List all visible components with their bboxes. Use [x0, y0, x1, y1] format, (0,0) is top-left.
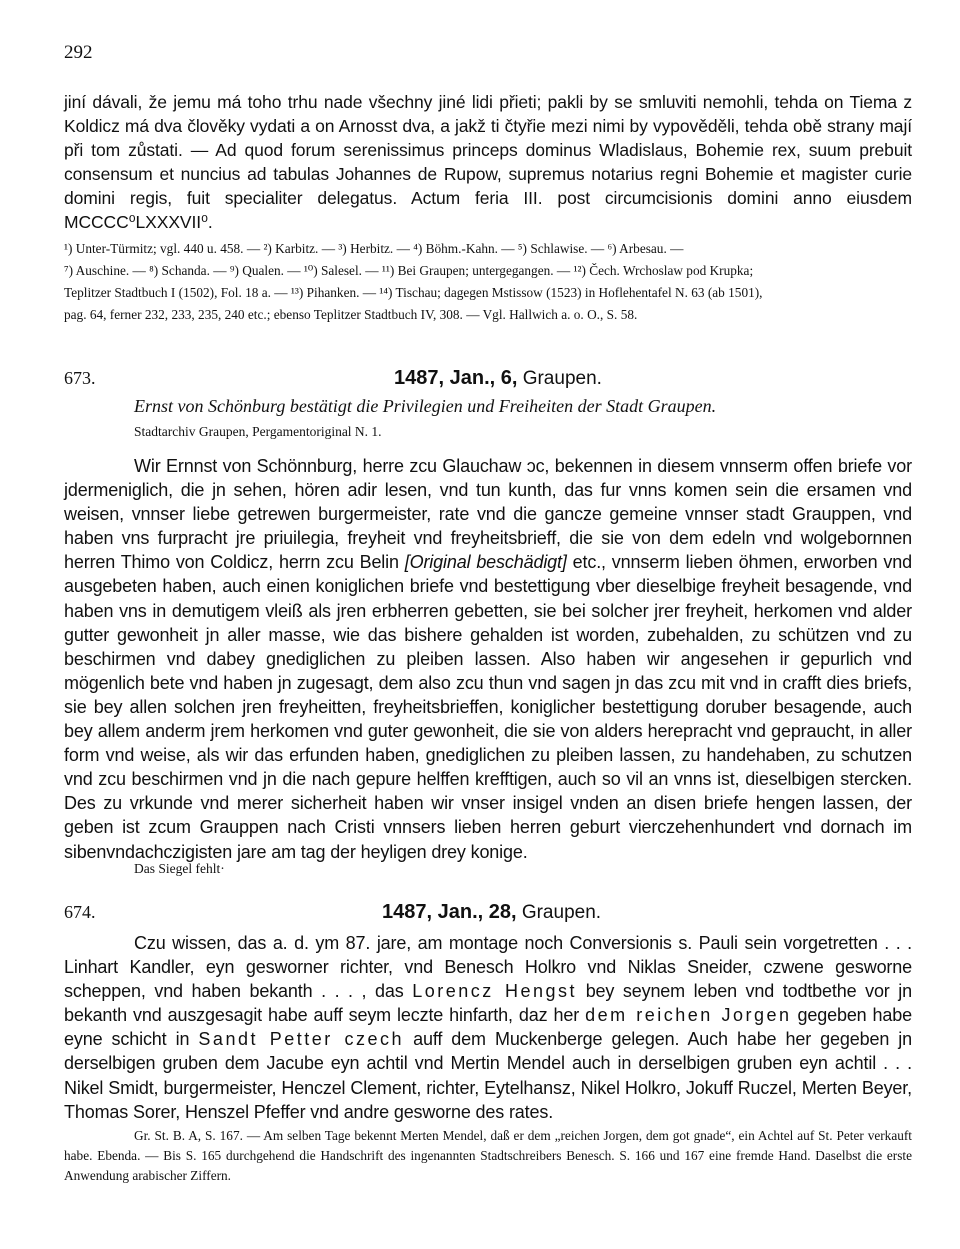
- footnote-line: Teplitzer Stadtbuch I (1502), Fol. 18 a. — ¹³) Pihanken. — ¹⁴) Tischau; dagegen Mstissow (1523) in Hoflehentafel N. 63 (ab 1501),: [64, 285, 763, 300]
- seal-note: Das Siegel fehlt·: [134, 861, 225, 876]
- charter-text-673: [64, 454, 912, 864]
- text-segment: etc., vnnserm lieben öhmen, erworben vnd ausgebeten haben, auch einen koniglichen briefe vnd bestettigung vber dieselbige freyheit besagende, vnd haben vns in demutigem vleiß als jren erbherren gebetten, sie bei solcher jrer freyheit, herkomen vnd alder gutter gewonheit jn aller masse, wie das bishere gehalden ist worden, zubehalden, zu schützen vnd zu beschirmen vnd dabey gnediglichen zu pleiben lassen. Also haben wir angesehen ir gepurlich vnd mögenlich bete vnd haben jn zugesagt, dem also zcu thun vnd sagen jn das zcu mit vnd in crafft dies briefs, sie bey allen solchen jren freyheitten, freyheitsbrieffen, koniglicher bestettigung doruber besagende, auch bey allem anderm jrem herkomen vnd guter gewonheit, die sie von alders herepracht vnd gepraucht, in aller form vnd weise, als wir das erfunden haben, gnediglichen zu pleiben lassen, zu handehaben, zu schutzen vnd zcu beschirmen vnd jn die nach gepure helffen krefftigen, auch so vil an vnns ist, dieselbigen stercken. Des zu vrkunde vnd merer sicherheit haben wir vnser insigel vnden an disen briefe hengen lassen, der geben ist zcum Grauppen nach Cristi vnnsers lieben herren geburt vierczehenhundert vnd dornach im sibenvndachczigisten jare am tag der heyligen drey konige.: [64, 552, 912, 862]
- footnote-674: [64, 1126, 912, 1186]
- text-segment: Czu wissen, das a. d. ym 87. jare, am montage noch Conversionis s. Pauli sein vorgetretten . . . Linhart Kandler, eyn gesworner richter, vnd Benesch Holkro vnd Niklas Sneider, czwene gesworne scheppen, vnd haben bekanth . . . , das: [64, 933, 912, 1002]
- document-date-673: [394, 367, 602, 390]
- date-bold: 1487, Jan., 28,: [382, 901, 517, 923]
- footnote-text: Gr. St. B. A, S. 167. — Am selben Tage bekennt Merten Mendel, daß er dem „reichen Jorgen, dem got gnade“, ein Achtel auf St. Peter verkauft habe. Ebenda. — Bis S. 165 durchgehend die Handschrift des ingenannten Stadtschreibers Benesch. S. 166 und 167 eine fremde Hand. Daselbst die erste Anwendung arabischer Ziffern.: [64, 1128, 912, 1183]
- text-segment: auff dem Muckenberge gelegen. Auch habe her gegeben jn derselbigen gruben dem Jacube eyn achtil vnd Mertin Mendel auch in derselbigen gruben eyn achtil . . . Nikel Smidt, burgermeister, Henczel Clement, richter, Eytelhansz, Nikel Holkro, Jokuff Ruczel, Merten Beyer, Thomas Sorer, Henszel Pfeffer vnd andre gesworne des rates.: [64, 1029, 913, 1122]
- page-number: 292: [64, 42, 93, 63]
- text-segment: gegeben habe eyne schicht in: [64, 1005, 913, 1050]
- spaced-name: dem reichen Jorgen: [585, 1005, 792, 1026]
- continued-paragraph: jiní dávali, že jemu má toho trhu nade všechny jiné lidi přieti; pakli by se smluviti nemohli, tehda on Tiema z Koldicz má dva člověky vydati a on Arnosst dva, a jakž ti čtyřie mezi nimi by vypověděli, tehda obě strany mají při tom zůstati. — Ad quod forum serenissimus princeps dominus Wladislaus, Bohemie rex, suum prebuit consensum et nuncius ad tabulas Johannes de Rupow, supremus notarius regni Bohemie et magister curie domini regis, fuit specialiter delegatus. Actum feria III. post circumcisionis domini anno eiusdem MCCCC⁰LXXXVII⁰.: [64, 92, 912, 232]
- text-segment: bey seynem leben vnd todtbethe vor jn bekanth vnd auszgesagit habe auff seym leczte hinfarth, daz her: [64, 981, 912, 1026]
- spaced-name: Lorencz Hengst: [412, 981, 578, 1002]
- date-bold: 1487, Jan., 6,: [394, 367, 518, 389]
- regest-673: Ernst von Schönburg bestätigt die Privilegien und Freiheiten der Stadt Graupen.: [134, 396, 717, 416]
- footnote-line: ¹) Unter-Türmitz; vgl. 440 u. 458. — ²) Karbitz. — ³) Herbitz. — ⁴) Böhm.-Kahn. — ⁵) Schlawise. — ⁶) Arbesau. —: [64, 241, 684, 256]
- footnote-line: ⁷) Auschine. — ⁸) Schanda. — ⁹) Qualen. — ¹⁰) Salesel. — ¹¹) Bei Graupen; untergegangen. — ¹²) Čech. Wrchoslaw pod Krupka;: [64, 263, 754, 278]
- date-place: Graupen.: [521, 902, 602, 923]
- document-number-674: 674.: [64, 902, 96, 922]
- document-date-674: [382, 901, 601, 924]
- footnote-line: pag. 64, ferner 232, 233, 235, 240 etc.; ebenso Teplitzer Stadtbuch IV, 308. — Vgl. Hallwich a. o. O., S. 58.: [64, 307, 638, 322]
- date-place: Graupen.: [522, 368, 602, 389]
- spaced-name: Sandt Petter czech: [198, 1029, 405, 1050]
- entry-text-674: [64, 931, 912, 1124]
- source-673: Stadtarchiv Graupen, Pergamentoriginal N. 1.: [134, 424, 382, 439]
- document-number-673: 673.: [64, 368, 96, 388]
- editorial-note: [Original beschädigt]: [404, 552, 567, 573]
- text-segment: Wir Ernnst von Schönnburg, herre zcu Glauchaw ɔc, bekennen in diesem vnnserm offen briefe vor jdermeniglich, die jn sehen, hören adir lesen, vnd tun kunth, das fur vnns komen sein die ersamen vnd weisen, vnnser liebe getrewen burgermeister, rate vnd die gancze gemeine vnnser stadt Grauppen, vnd haben vns furpracht jre priuilegia, freyheit vnd freyheitsbrieff, die sie von dem edeln vnd wolgebornnen herren Thimo von Coldicz, herrn zcu Belin: [64, 456, 912, 573]
- footnotes-top: [64, 238, 912, 326]
